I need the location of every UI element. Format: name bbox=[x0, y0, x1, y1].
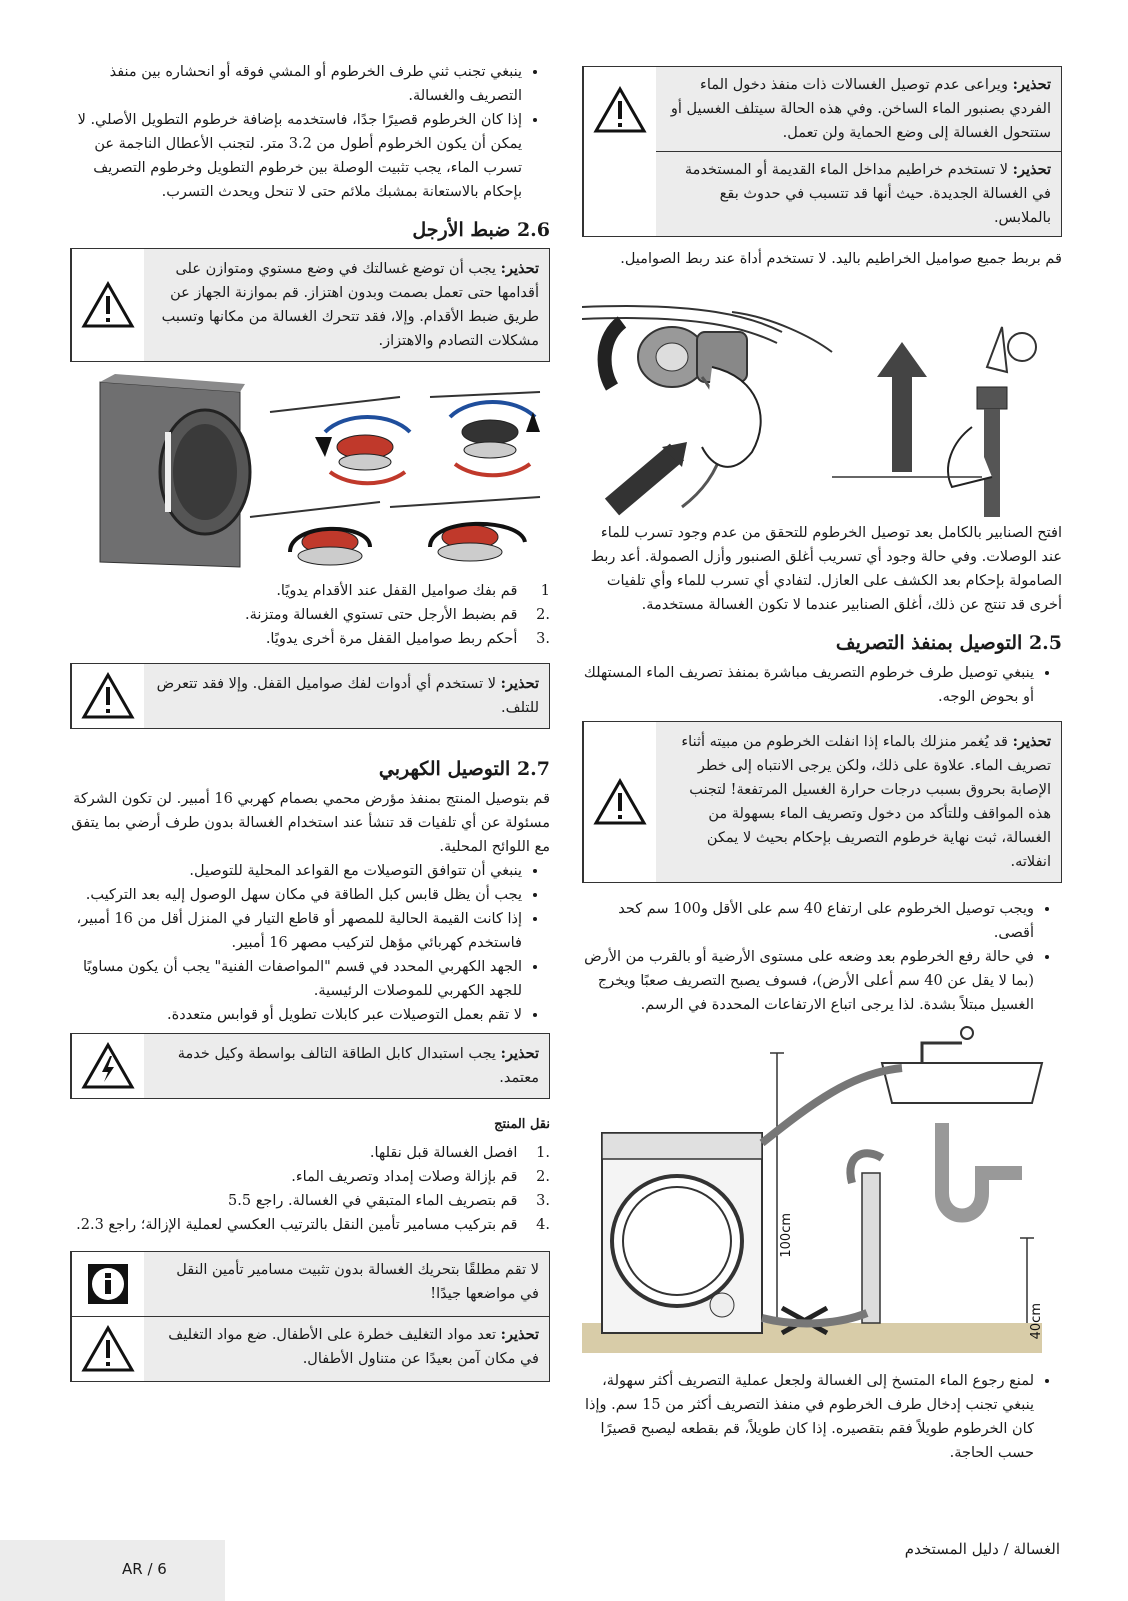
tighten-nuts-text: قم بربط جميع صواميل الخراطيم باليد. لا تستخدم أداة عند ربط الصواميل. bbox=[620, 251, 1062, 267]
electric-hazard-icon bbox=[71, 1034, 144, 1098]
warning-triangle-icon bbox=[72, 1316, 144, 1381]
section-2-5-list bbox=[582, 661, 1062, 709]
height-100-label: 100cm bbox=[779, 1213, 794, 1258]
warning-triangle-icon bbox=[583, 722, 656, 882]
drain-depth-list bbox=[582, 1369, 1062, 1465]
list-item: .3 قم بتصريف الماء المتبقي في الغسالة. راجع 5.5 bbox=[228, 1193, 550, 1209]
warning-packaging: تحذير: تعد مواد التغليف خطرة على الأطفال. ضع مواد التغليف في مكان آمن بعيدًا عن متناول الأطفال. bbox=[144, 1316, 549, 1381]
page-number-block bbox=[0, 1540, 225, 1601]
list-item: • يجب أن يظل قابس كبل الطاقة في مكان سهل الوصول إليه بعد التركيب. bbox=[70, 883, 522, 907]
document-title: الغسالة / دليل المستخدم bbox=[904, 1540, 1060, 1558]
section-2-6-title: 2.6 ضبط الأرجل bbox=[412, 219, 550, 241]
list-item: .4 قم بتركيب مسامير تأمين النقل بالترتيب العكسي لعملية الإزالة؛ راجع 2.3. bbox=[76, 1217, 550, 1233]
transport-notes-box bbox=[70, 1251, 550, 1382]
list-item: • ينبغي تجنب ثني طرف الخرطوم أو المشي فوقه أو انحشاره بين منفذ التصريف والغسالة. bbox=[70, 60, 522, 108]
transport-title: نقل المنتج bbox=[494, 1117, 550, 1132]
list-item: • إذا كانت القيمة الحالية للمصهر أو قاطع التيار في المنزل أقل من 16 أمبير، فاستخدم كهربائي مؤهل لتركيب مصهر 16 أمبير. bbox=[70, 907, 522, 955]
list-item: • لا تقم بعمل التوصيلات عبر كابلات تطويل أو قوابس متعددة. bbox=[70, 1003, 522, 1027]
list-item: .2 قم بإزالة وصلات إمداد وتصريف الماء. bbox=[291, 1169, 550, 1185]
warning-inlet-old-hoses: تحذير: لا تستخدم خراطيم مداخل الماء القديمة أو المستخدمة في الغسالة الجديدة. حيث أنها قد تتسبب في حدوث بقع بالملابس. bbox=[656, 151, 1061, 236]
section-2-5-title: 2.5 التوصيل بمنفذ التصريف bbox=[835, 632, 1062, 654]
left-column bbox=[70, 60, 550, 1392]
warning-inlet-hot: تحذير: ويراعى عدم توصيل الغسالات ذات منفذ دخول الماء الفردي بصنبور الماء الساخن. وفي هذه الحالة سيتلف الغسيل أو ستتحول الغسالة إلى وضع الحماية ولن تعمل. bbox=[670, 76, 1051, 141]
page-number: AR / 6 bbox=[122, 1560, 167, 1578]
list-item: • في حالة رفع الخرطوم بعد وضعه على مستوى الأرضية أو بالقرب من الأرض (بما لا يقل عن 40 سم أعلى الأرض)، فسوف يصبح التصريف صعبًا ويخرج الغسيل مبتلاً بشدة. لذا يرجى اتباع الارتفاعات المحددة في الرسم. bbox=[582, 945, 1034, 1017]
list-item: • ينبغي أن تتوافق التوصيلات مع القواعد المحلية للتوصيل. bbox=[70, 859, 522, 883]
transport-steps-list bbox=[70, 1141, 550, 1237]
warning-triangle-icon bbox=[584, 67, 656, 153]
list-item: .1 افصل الغسالة قبل نقلها. bbox=[369, 1145, 550, 1161]
warning-box-drain: تحذير: قد يُغمر منزلك بالماء إذا انفلت الخرطوم من مبيته أثناء تصريف الماء. علاوة على ذلك، ولكن يرجى الانتباه إلى خطر الإصابة بحروق بسبب درجات حرارة الغسيل المرتفعة! لتجنب هذه المواقف وللتأكد من دخول وتصريف الماء بسهولة من الغسالة، ثبت نهاية خرطوم التصريف بإحكام بحيث لا يمكن انفلاته. bbox=[582, 721, 1062, 883]
list-item: • لمنع رجوع الماء المتسخ إلى الغسالة ولجعل عملية التصريف أكثر سهولة، ينبغي تجنب إدخال طرف الخرطوم في منفذ التصريف أكثر من 15 سم. وإذا كان الخرطوم طويلاً فقم بتقصيره. إذا كان طويلاً، قم بقطعه ليصبح قصيرًا حسب الحاجة. bbox=[582, 1369, 1034, 1465]
warning-box-feet: تحذير: يجب أن توضع غسالتك في وضع مستوي ومتوازن على أقدامها حتى تعمل بصمت وبدون اهتزاز. قم بموازنة الجهاز عن طريق ضبط الأقدام. وإلا، فقد تتحرك الغسالة من مكانها وتسبب مشكلات التصادم والاهتزاز. bbox=[70, 248, 550, 362]
warning-box-lock-nuts: تحذير: لا تستخدم أي أدوات لفك صواميل القفل. وإلا فقد تتعرض للتلف. bbox=[70, 663, 550, 729]
drain-height-list bbox=[582, 897, 1062, 1017]
list-item: • ويجب توصيل الخرطوم على ارتفاع 40 سم على الأقل و100 سم كحد أقصى. bbox=[582, 897, 1034, 945]
hose-tips-list bbox=[70, 60, 550, 204]
height-40-label: 40cm bbox=[1029, 1303, 1044, 1340]
list-item: .3 أحكم ربط صواميل القفل مرة أخرى يدويًا. bbox=[265, 631, 550, 647]
section-2-7-title: 2.7 التوصيل الكهربي bbox=[378, 758, 550, 780]
electrical-list bbox=[70, 859, 550, 1027]
section-2-7-intro: قم بتوصيل المنتج بمنفذ مؤرض محمي بصمام كهربي 16 أمبير. لن تكون الشركة مسئولة عن أي تلفيات قد تنشأ عند استخدام الغسالة بدون طرف أرضي بما يتفق مع اللوائح المحلية. bbox=[71, 791, 550, 855]
list-item: • إذا كان الخرطوم قصيرًا جدًا، فاستخدمه بإضافة خرطوم التطويل الأصلي. لا يمكن أن يكون الخرطوم أطول من 3.2 متر. لتجنب الأعطال الناجمة عن تسرب الماء، يجب تثبيت الوصلة بين خرطوم التطويل وخرطوم التصريف بإحكام بالاستعانة بمشبك ملائم حتى لا تنحل ويحدث التسرب. bbox=[70, 108, 522, 204]
open-taps-text: افتح الصنابير بالكامل بعد توصيل الخرطوم للتحقق من عدم وجود تسرب للماء عند الوصلات. وفي حالة وجود أي تسريب أغلق الصنبور وأزل الصمولة. أعد ربط الصامولة بإحكام بعد الكشف على العازل. لتفادي أي تسرب للماء وأي تلفيات أخرى قد تنتج عن ذلك، أغلق الصنابير عندما لا تكون الغسالة مستخدمة. bbox=[590, 525, 1062, 613]
feet-steps-list bbox=[70, 579, 550, 651]
info-icon bbox=[72, 1252, 144, 1316]
info-note: لا تقم مطلقًا بتحريك الغسالة بدون تثبيت مسامير تأمين النقل في مواضعها جيدًا! bbox=[176, 1262, 539, 1302]
list-item: • الجهد الكهربي المحدد في قسم "المواصفات الفنية" يجب أن يكون مساويًا للجهد الكهربي للموصلات الرئيسية. bbox=[70, 955, 522, 1003]
warning-box-power-cable: تحذير: يجب استبدال كابل الطاقة التالف بواسطة وكيل خدمة معتمد. bbox=[70, 1033, 550, 1099]
warning-triangle-icon bbox=[71, 664, 144, 728]
list-item: .2 قم بضبط الأرجل حتى تستوي الغسالة ومتزنة. bbox=[244, 607, 550, 623]
right-column bbox=[582, 60, 1062, 1465]
feet-adjust-figure bbox=[70, 372, 550, 577]
warning-triangle-icon bbox=[71, 249, 144, 361]
list-item: 1 قم بفك صواميل القفل عند الأقدام يدويًا. bbox=[276, 583, 550, 599]
warning-box-inlet bbox=[582, 66, 1062, 237]
list-item: • ينبغي توصيل طرف خرطوم التصريف مباشرة بمنفذ تصريف الماء المستهلك أو بحوض الوجه. bbox=[582, 661, 1034, 709]
drain-height-figure bbox=[582, 1023, 1062, 1363]
hose-tightening-figure bbox=[582, 277, 1062, 517]
